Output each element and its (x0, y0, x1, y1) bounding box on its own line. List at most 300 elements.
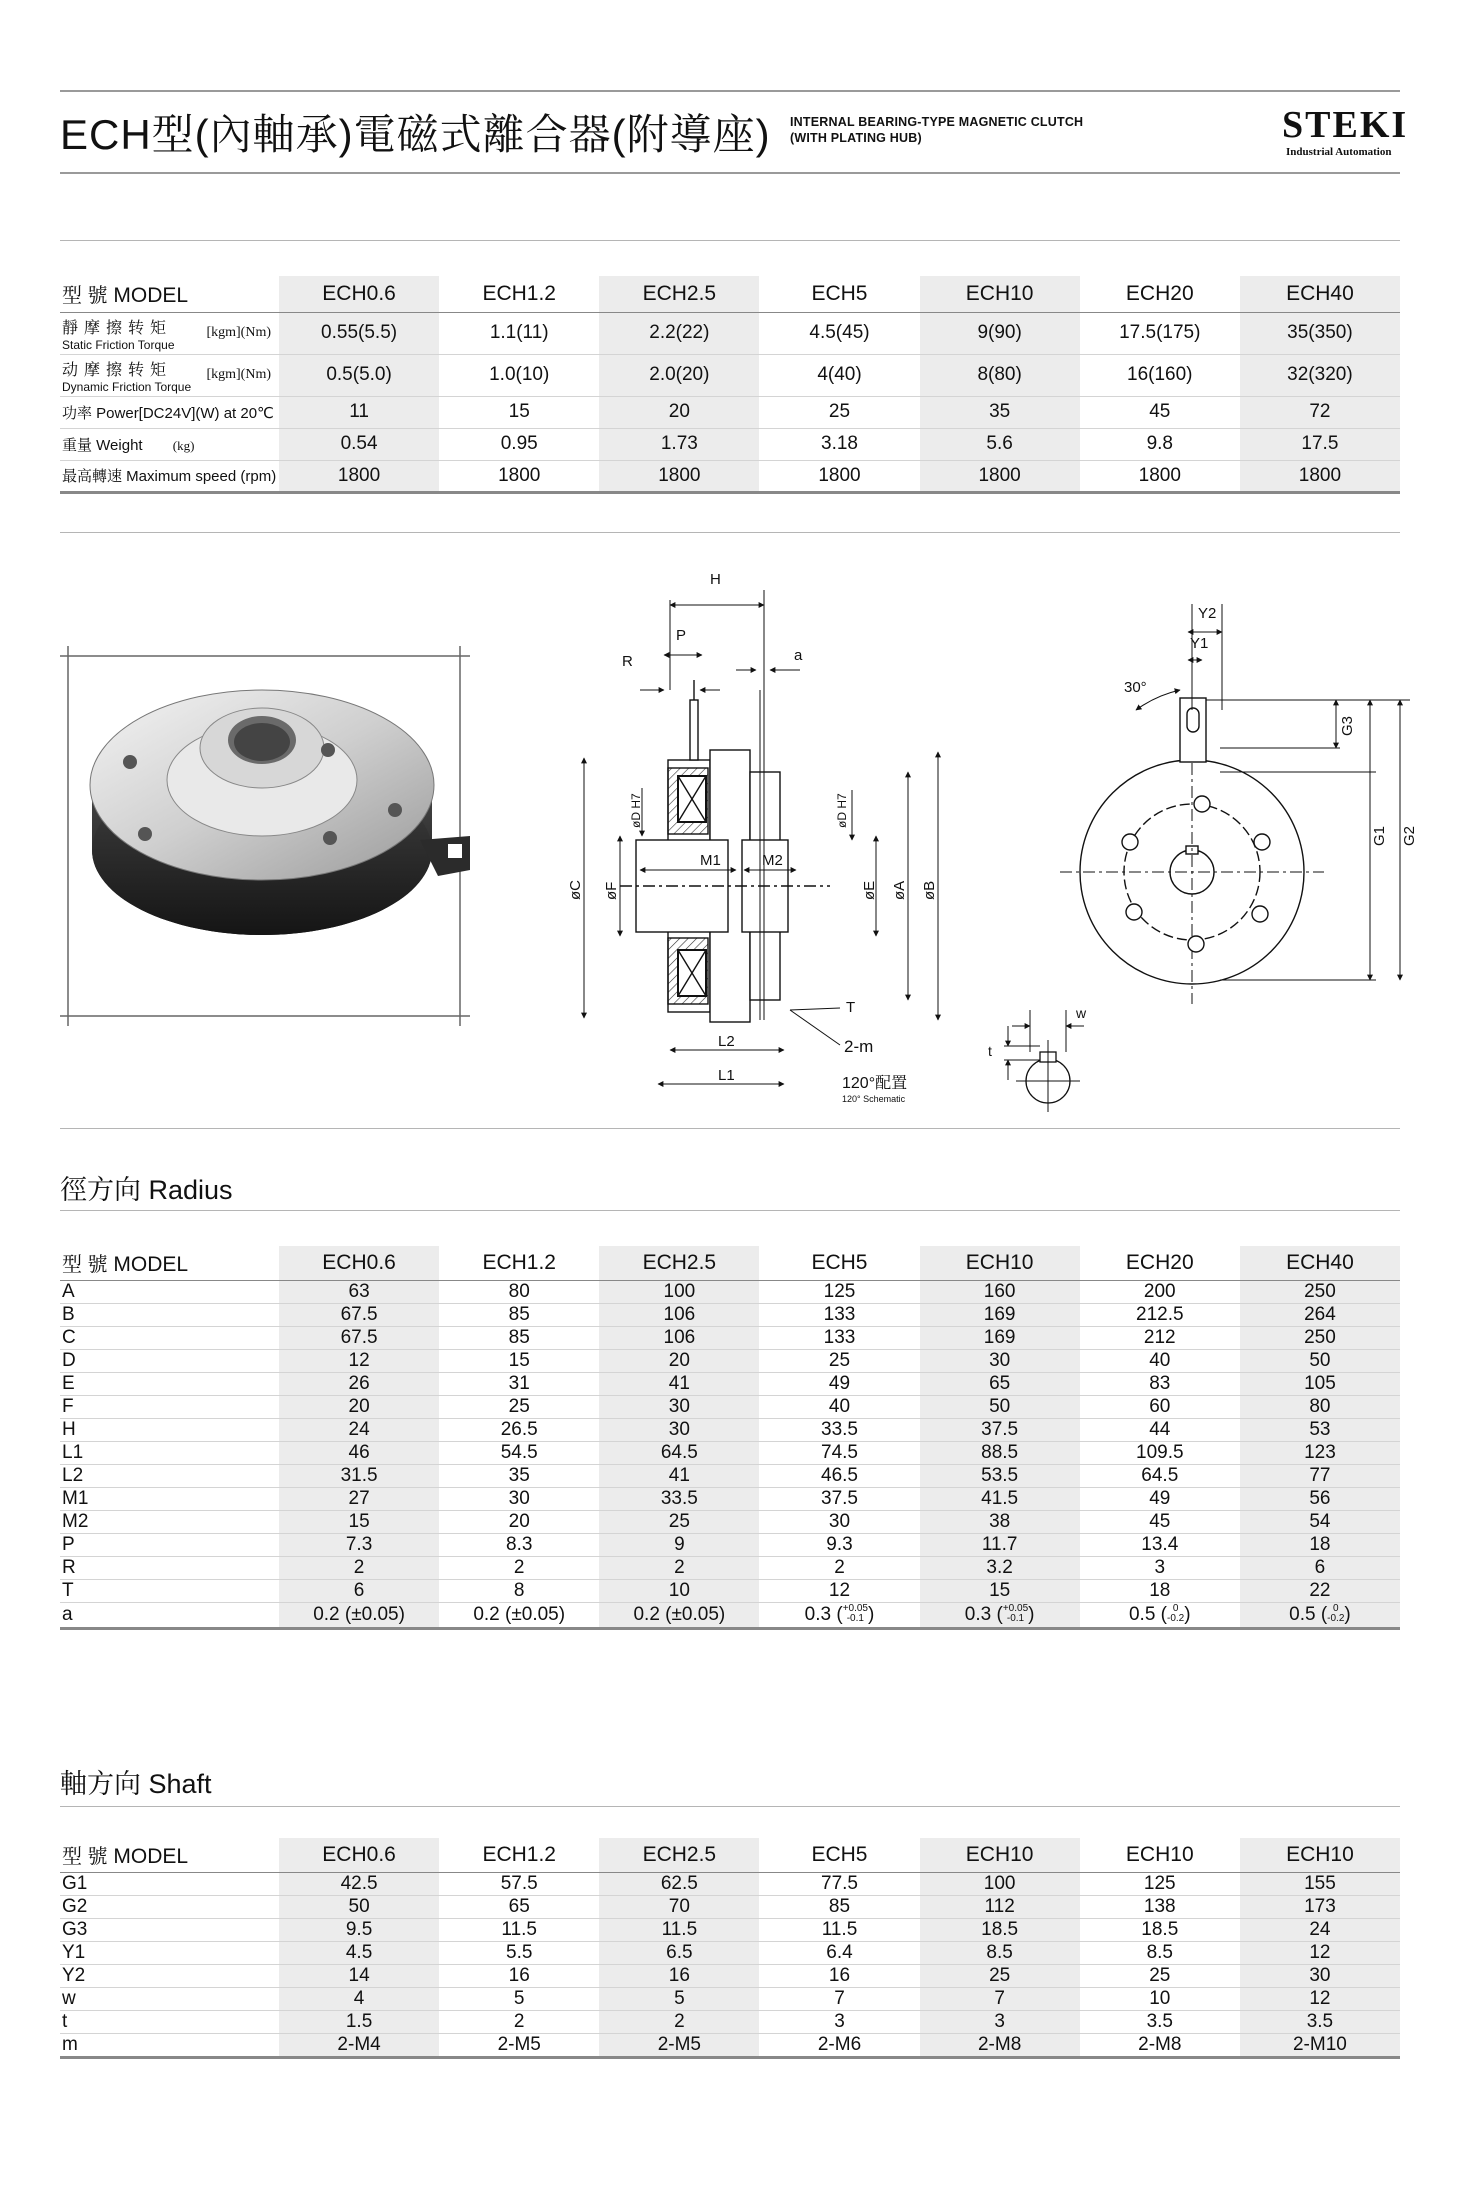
front-view-drawing (1060, 604, 1410, 1004)
table-cell: 26 (279, 1372, 439, 1395)
table-cell: 46 (279, 1441, 439, 1464)
table-cell: 11.7 (920, 1533, 1080, 1556)
row-label: L1 (60, 1441, 279, 1464)
table-cell: 20 (599, 1349, 759, 1372)
header-bottom-rule (60, 172, 1400, 174)
tolerance-upper: +0.05 (842, 1603, 868, 1615)
table-cell: 123 (1240, 1441, 1400, 1464)
table-cell: 8.3 (439, 1533, 599, 1556)
tolerance-lower: -0.2 (1327, 1613, 1345, 1625)
table-cell: 26.5 (439, 1418, 599, 1441)
table-cell: 4(40) (759, 354, 919, 396)
tolerance-upper: 0 (1332, 1603, 1339, 1615)
row-label: Y2 (60, 1964, 279, 1987)
brand-logo: STEKI (1282, 104, 1409, 146)
row-label: R (60, 1556, 279, 1579)
model-header: ECH0.6 (279, 1246, 439, 1280)
model-header: ECH2.5 (599, 1838, 759, 1872)
table-row (60, 1918, 1400, 1941)
table-cell: 133 (759, 1303, 919, 1326)
table-cell: 24 (279, 1418, 439, 1441)
table-cell: 49 (759, 1372, 919, 1395)
table-cell: 32(320) (1240, 354, 1400, 396)
table-cell: 63 (279, 1280, 439, 1303)
table-cell: 38 (920, 1510, 1080, 1533)
table-cell: 10 (599, 1579, 759, 1602)
table-cell: 72 (1240, 396, 1400, 428)
table-cell: 133 (759, 1326, 919, 1349)
table-cell: 212.5 (1080, 1303, 1240, 1326)
radius-table (60, 1246, 1400, 1630)
table-row (60, 1372, 1400, 1395)
max-speed-label: 最高轉速 Maximum speed (rpm) (60, 460, 279, 492)
table-row (60, 1487, 1400, 1510)
dim-label: L2 (718, 1033, 735, 1050)
table-cell: 35(350) (1240, 312, 1400, 354)
model-header: ECH10 (920, 1246, 1080, 1280)
tolerance-base: 0.2 (±0.05) (473, 1603, 566, 1625)
table-cell: 25 (1080, 1964, 1240, 1987)
table-row (60, 1349, 1400, 1372)
table-cell: 41 (599, 1464, 759, 1487)
table-cell: 85 (439, 1326, 599, 1349)
table-cell: 3.5 (1240, 2010, 1400, 2033)
table-row (60, 1987, 1400, 2010)
dim-label: 2-m (844, 1037, 874, 1056)
row-label: w (60, 1987, 279, 2010)
row-label: T (60, 1579, 279, 1602)
table-cell: 49 (1080, 1487, 1240, 1510)
dim-label: G1 (1371, 825, 1388, 846)
table-cell: 30 (1240, 1964, 1400, 1987)
shaft-section-title: 軸方向 Shaft (60, 1769, 212, 1799)
table-cell: 2 (439, 1556, 599, 1579)
dim-label: øC (567, 880, 584, 900)
table-cell: 46.5 (759, 1464, 919, 1487)
row-label: L2 (60, 1464, 279, 1487)
table-cell: 169 (920, 1303, 1080, 1326)
spec-table (60, 276, 1400, 494)
dim-label: G2 (1401, 825, 1418, 846)
table-cell: 41.5 (920, 1487, 1080, 1510)
model-header: ECH0.6 (279, 276, 439, 312)
model-label-cn: 型 號 (62, 1846, 108, 1869)
table-cell: 2.0(20) (599, 354, 759, 396)
dynamic-torque-unit: [kgm](Nm) (206, 367, 271, 382)
table-cell: 18.5 (1080, 1918, 1240, 1941)
table-cell: 138 (1080, 1895, 1240, 1918)
table-cell: 109.5 (1080, 1441, 1240, 1464)
keyway-labels (988, 1005, 1087, 1059)
table-cell: 11 (279, 396, 439, 428)
subtitle-line-2: (WITH PLATING HUB) (790, 131, 922, 145)
table-cell: 2-M5 (439, 2033, 599, 2057)
keyway-detail (1004, 1010, 1084, 1112)
table-row (60, 1326, 1400, 1349)
table-cell: 5 (439, 1987, 599, 2010)
table-cell: 20 (439, 1510, 599, 1533)
weight-row (60, 428, 1400, 460)
model-header: ECH0.6 (279, 1838, 439, 1872)
table-cell: 1.5 (279, 2010, 439, 2033)
table-cell: 25 (759, 1349, 919, 1372)
dim-label: R (622, 653, 633, 670)
table-cell: 50 (1240, 1349, 1400, 1372)
dynamic-torque-label-en: Dynamic Friction Torque (62, 379, 192, 394)
table-cell: 155 (1240, 1872, 1400, 1895)
row-label: E (60, 1372, 279, 1395)
table-cell: 4 (279, 1987, 439, 2010)
table-cell: 3 (920, 2010, 1080, 2033)
table-row (60, 1510, 1400, 1533)
dim-label: H (710, 571, 721, 588)
dim-label: P (676, 627, 687, 644)
table-cell: 30 (920, 1349, 1080, 1372)
table-cell: 30 (599, 1395, 759, 1418)
table-cell: 15 (439, 1349, 599, 1372)
dim-label: øA (891, 880, 908, 900)
model-label-en: MODEL (113, 284, 189, 308)
table-cell: 30 (759, 1510, 919, 1533)
tolerance-end: ) (1028, 1603, 1035, 1625)
schematic-note-en: 120° Schematic (842, 1094, 906, 1104)
dim-label: T (846, 999, 856, 1016)
table-cell: 45 (1080, 1510, 1240, 1533)
table-row (60, 1533, 1400, 1556)
table-cell: 1800 (439, 460, 599, 492)
table-cell: 8.5 (920, 1941, 1080, 1964)
static-torque-label-cn: 靜摩擦转矩 (62, 319, 173, 337)
technical-drawing (0, 540, 1460, 1130)
weight-label-text: 重量 Weight (62, 436, 143, 454)
table-cell: 106 (599, 1303, 759, 1326)
shaft-table-body (60, 1872, 1400, 2057)
table-cell: 100 (920, 1872, 1080, 1895)
brand-logo-subtitle: Industrial Automation (1286, 146, 1392, 158)
radius-section-title: 徑方向 Radius (60, 1175, 233, 1205)
table-cell: 15 (439, 396, 599, 428)
table-cell: 15 (920, 1579, 1080, 1602)
radius-top-rule (60, 1128, 1400, 1129)
table-cell: 16(160) (1080, 354, 1240, 396)
table-cell: 0.95 (439, 428, 599, 460)
shaft-table (60, 1838, 1400, 2059)
table-cell: 1800 (759, 460, 919, 492)
table-cell: 4.5(45) (759, 312, 919, 354)
table-cell: 5 (599, 1987, 759, 2010)
power-label: 功率 Power[DC24V](W) at 20℃ (60, 396, 279, 428)
table-cell: 88.5 (920, 1441, 1080, 1464)
row-label: M2 (60, 1510, 279, 1533)
table-cell: 112 (920, 1895, 1080, 1918)
tolerance-cell (439, 1602, 599, 1628)
table-row (60, 1395, 1400, 1418)
table-cell: 11.5 (439, 1918, 599, 1941)
table-cell: 65 (920, 1372, 1080, 1395)
table-cell: 17.5 (1240, 428, 1400, 460)
model-header: ECH1.2 (439, 1246, 599, 1280)
max-speed-row (60, 460, 1400, 492)
tolerance-upper: +0.05 (1002, 1603, 1029, 1615)
table-cell: 30 (599, 1418, 759, 1441)
table-cell: 9(90) (920, 312, 1080, 354)
table-cell: 1.1(11) (439, 312, 599, 354)
table-cell: 25 (439, 1395, 599, 1418)
table-cell: 9.5 (279, 1918, 439, 1941)
table-cell: 31 (439, 1372, 599, 1395)
dim-label: øB (921, 880, 938, 900)
model-header: ECH10 (920, 1838, 1080, 1872)
tolerance-base: 0.2 (±0.05) (313, 1603, 405, 1625)
model-label-en: MODEL (113, 1253, 189, 1277)
table-cell: 1800 (1240, 460, 1400, 492)
table-cell: 77 (1240, 1464, 1400, 1487)
table-cell: 54.5 (439, 1441, 599, 1464)
dim-label: G3 (1339, 715, 1356, 736)
model-header: ECH10 (920, 276, 1080, 312)
table-cell: 85 (439, 1303, 599, 1326)
table-cell: 1800 (920, 460, 1080, 492)
table-cell: 25 (599, 1510, 759, 1533)
table-cell: 25 (920, 1964, 1080, 1987)
page-subtitle (790, 114, 1083, 146)
table-cell: 3.18 (759, 428, 919, 460)
row-label: m (60, 2033, 279, 2057)
table-cell: 8 (439, 1579, 599, 1602)
tolerance-end: ) (1184, 1603, 1191, 1625)
table-cell: 100 (599, 1280, 759, 1303)
table-cell: 6.5 (599, 1941, 759, 1964)
tolerance-cell (599, 1602, 759, 1628)
shaft-header-row (60, 1838, 1400, 1872)
table-cell: 8(80) (920, 354, 1080, 396)
row-label: a (60, 1602, 279, 1628)
table-cell: 60 (1080, 1395, 1240, 1418)
table-cell: 200 (1080, 1280, 1240, 1303)
dynamic-torque-row (60, 354, 1400, 396)
table-cell: 35 (920, 396, 1080, 428)
tolerance-cell (279, 1602, 439, 1628)
row-label: D (60, 1349, 279, 1372)
tolerance-cell (759, 1602, 919, 1628)
table-cell: 12 (279, 1349, 439, 1372)
table-cell: 2-M6 (759, 2033, 919, 2057)
table-cell: 3.2 (920, 1556, 1080, 1579)
table-cell: 77.5 (759, 1872, 919, 1895)
row-label: B (60, 1303, 279, 1326)
table-cell: 70 (599, 1895, 759, 1918)
table-cell: 7 (759, 1987, 919, 2010)
model-header: ECH2.5 (599, 1246, 759, 1280)
row-label: M1 (60, 1487, 279, 1510)
tolerance-base: 0.5 ( (1289, 1603, 1328, 1625)
table-cell: 22 (1240, 1579, 1400, 1602)
table-cell: 41 (599, 1372, 759, 1395)
table-row (60, 2010, 1400, 2033)
radius-header-row (60, 1246, 1400, 1280)
table-cell: 30 (439, 1487, 599, 1510)
table-cell: 2-M8 (1080, 2033, 1240, 2057)
table-row (60, 1895, 1400, 1918)
header-top-rule (60, 90, 1400, 92)
table-row (60, 1964, 1400, 1987)
model-label-cn: 型 號 (62, 1254, 108, 1277)
power-row (60, 396, 1400, 428)
model-header: ECH10 (1080, 1838, 1240, 1872)
table-cell: 67.5 (279, 1326, 439, 1349)
page-title: ECH型(內軸承)電磁式離合器(附導座) (60, 111, 771, 158)
model-header: ECH40 (1240, 276, 1400, 312)
tolerance-cell (1080, 1602, 1240, 1628)
dim-label: øE (861, 880, 878, 900)
table-cell: 0.5(5.0) (279, 354, 439, 396)
dim-label: øD H7 (629, 793, 643, 828)
table-cell: 250 (1240, 1326, 1400, 1349)
tolerance-lower: -0.1 (1006, 1613, 1025, 1625)
table-cell: 33.5 (599, 1487, 759, 1510)
dim-label: a (794, 647, 803, 664)
table-row (60, 1418, 1400, 1441)
table-cell: 0.55(5.5) (279, 312, 439, 354)
table-cell: 53.5 (920, 1464, 1080, 1487)
table-cell: 15 (279, 1510, 439, 1533)
table-row (60, 1464, 1400, 1487)
table-cell: 2-M10 (1240, 2033, 1400, 2057)
table-cell: 106 (599, 1326, 759, 1349)
table-row (60, 1872, 1400, 1895)
table-cell: 6 (1240, 1556, 1400, 1579)
tolerance-cell (920, 1602, 1080, 1628)
tolerance-stack (1003, 1604, 1028, 1624)
table-cell: 12 (1240, 1941, 1400, 1964)
table-cell: 62.5 (599, 1872, 759, 1895)
table-cell: 44 (1080, 1418, 1240, 1441)
table-cell: 2 (599, 1556, 759, 1579)
table-cell: 37.5 (759, 1487, 919, 1510)
table-cell: 1.0(10) (439, 354, 599, 396)
dim-label: Y2 (1198, 605, 1217, 622)
table-row (60, 1441, 1400, 1464)
table-cell: 3 (1080, 1556, 1240, 1579)
table-cell: 80 (1240, 1395, 1400, 1418)
table-row (60, 2033, 1400, 2057)
dim-label: øF (603, 881, 620, 900)
product-photo (60, 646, 470, 1026)
table-cell: 13.4 (1080, 1533, 1240, 1556)
table-row (60, 1579, 1400, 1602)
tolerance-lower: -0.2 (1167, 1613, 1185, 1625)
dim-label: 30° (1124, 679, 1147, 696)
table-cell: 53 (1240, 1418, 1400, 1441)
model-header: ECH5 (759, 1838, 919, 1872)
table-cell: 169 (920, 1326, 1080, 1349)
model-header-cell (60, 1246, 279, 1280)
radius-table-body (60, 1280, 1400, 1628)
table-row (60, 1280, 1400, 1303)
table-cell: 57.5 (439, 1872, 599, 1895)
tolerance-stack (1327, 1604, 1344, 1624)
tolerance-base: 0.5 ( (1128, 1603, 1167, 1625)
dim-label: M2 (762, 852, 783, 869)
table-cell: 18 (1080, 1579, 1240, 1602)
row-label: C (60, 1326, 279, 1349)
table-cell: 12 (759, 1579, 919, 1602)
table-cell: 18.5 (920, 1918, 1080, 1941)
table-cell: 64.5 (1080, 1464, 1240, 1487)
tolerance-lower: -0.1 (846, 1613, 864, 1625)
table-cell: 9 (599, 1533, 759, 1556)
radius-title-rule (60, 1210, 1400, 1211)
table-cell: 14 (279, 1964, 439, 1987)
row-label: Y1 (60, 1941, 279, 1964)
table-cell: 4.5 (279, 1941, 439, 1964)
table-cell: 40 (1080, 1349, 1240, 1372)
model-header-cell (60, 276, 279, 312)
static-torque-row (60, 312, 1400, 354)
table-cell: 0.54 (279, 428, 439, 460)
model-header: ECH2.5 (599, 276, 759, 312)
table-cell: 11.5 (759, 1918, 919, 1941)
model-header: ECH5 (759, 276, 919, 312)
model-label-cn: 型 號 (62, 285, 108, 308)
table-cell: 54 (1240, 1510, 1400, 1533)
table-cell: 74.5 (759, 1441, 919, 1464)
model-header: ECH20 (1080, 276, 1240, 312)
table-cell: 18 (1240, 1533, 1400, 1556)
table-cell: 2 (279, 1556, 439, 1579)
table-cell: 64.5 (599, 1441, 759, 1464)
spec-top-rule (60, 240, 1400, 241)
table-cell: 37.5 (920, 1418, 1080, 1441)
model-header: ECH10 (1240, 1838, 1400, 1872)
row-label: P (60, 1533, 279, 1556)
tolerance-base: 0.2 (±0.05) (633, 1603, 726, 1625)
table-cell: 9.8 (1080, 428, 1240, 460)
table-cell: 2-M8 (920, 2033, 1080, 2057)
model-header: ECH1.2 (439, 276, 599, 312)
table-cell: 1800 (279, 460, 439, 492)
table-cell: 160 (920, 1280, 1080, 1303)
table-cell: 24 (1240, 1918, 1400, 1941)
table-cell: 1.73 (599, 428, 759, 460)
model-label-en: MODEL (113, 1845, 189, 1869)
tolerance-base: 0.3 ( (964, 1603, 1003, 1625)
shaft-title-rule (60, 1806, 1400, 1807)
table-cell: 80 (439, 1280, 599, 1303)
static-torque-unit: [kgm](Nm) (206, 325, 271, 340)
table-cell: 83 (1080, 1372, 1240, 1395)
drawing-top-rule (60, 532, 1400, 533)
table-cell: 16 (439, 1964, 599, 1987)
weight-label (60, 428, 279, 460)
table-cell: 2 (439, 2010, 599, 2033)
table-cell: 125 (759, 1280, 919, 1303)
table-cell: 85 (759, 1895, 919, 1918)
tolerance-upper: 0 (1172, 1603, 1179, 1615)
table-cell: 16 (759, 1964, 919, 1987)
table-row (60, 1556, 1400, 1579)
table-cell: 3.5 (1080, 2010, 1240, 2033)
table-cell: 212 (1080, 1326, 1240, 1349)
dim-label: w (1076, 1005, 1087, 1021)
tolerance-cell (1240, 1602, 1400, 1628)
table-cell: 10 (1080, 1987, 1240, 2010)
table-cell: 65 (439, 1895, 599, 1918)
table-row (60, 1303, 1400, 1326)
weight-unit: (kg) (172, 437, 195, 453)
table-cell: 250 (1240, 1280, 1400, 1303)
table-cell: 31.5 (279, 1464, 439, 1487)
